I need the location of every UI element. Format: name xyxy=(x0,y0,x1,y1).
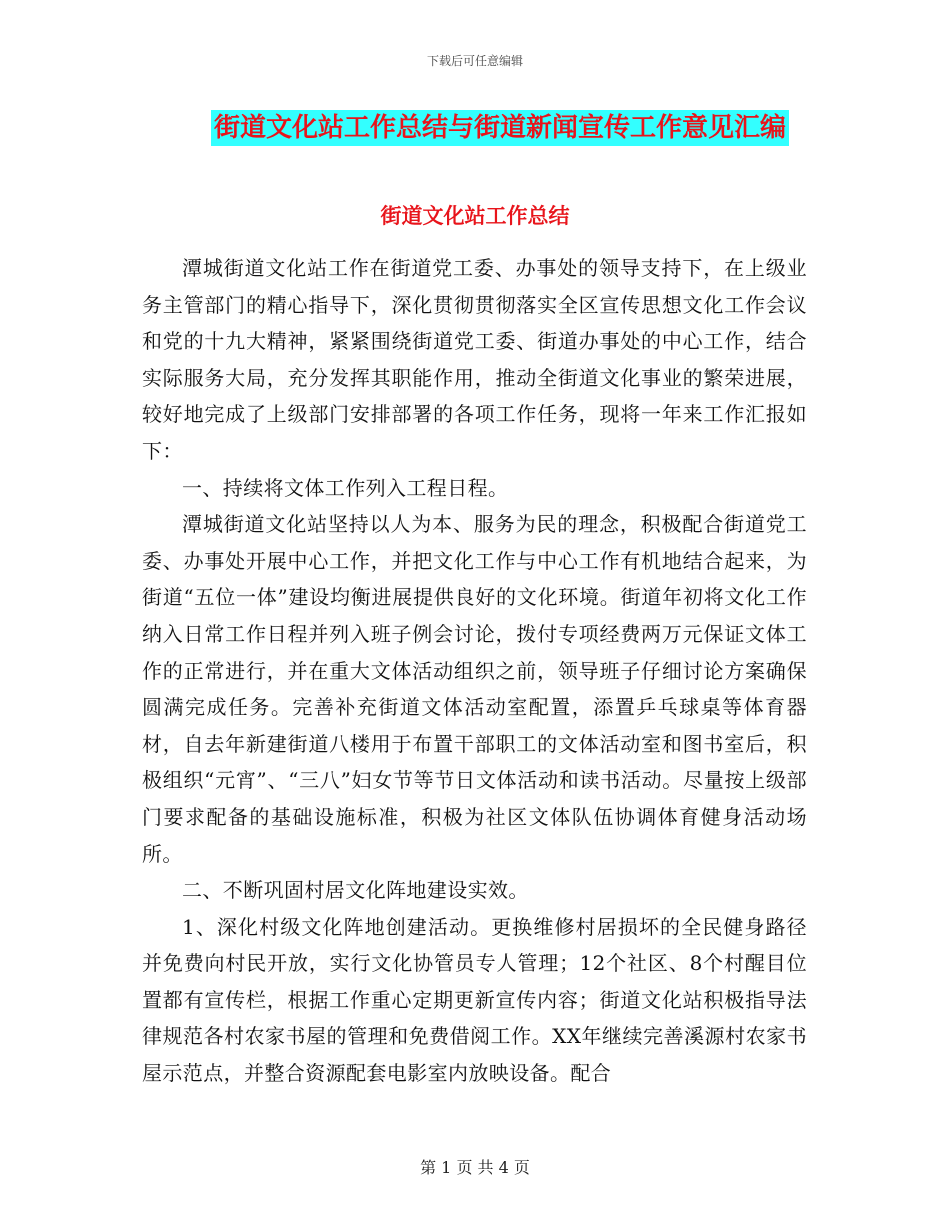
heading-two: 二、不断巩固村居文化阵地建设实效。 xyxy=(182,878,529,903)
document-title: 街道文化站工作总结与街道新闻宣传工作意见汇编 xyxy=(211,110,789,146)
document-title-container xyxy=(0,110,950,146)
header-note: 下载后可任意编辑 xyxy=(426,54,523,68)
section-title: 街道文化站工作总结 xyxy=(380,204,570,228)
heading-one: 一、持续将文体工作列入工程日程。 xyxy=(182,475,509,500)
paragraph-section-two-item-one: 1、深化村级文化阵地创建活动。更换维修村居损坏的全民健身路径并免费向村民开放，实行文化协管员专人管理；12个社区、8个村醒目位置都有宣传栏，根据工作重心定期更新宣传内容；街道文化站积极指导法律规范各村农家书屋的管理和免费借阅工作。XX年继续完善溪源村农家书屋示范点，并整合资源配套电影室内放映设备。配合 xyxy=(142,914,807,1086)
body-text xyxy=(142,250,807,1092)
paragraph-intro: 潭城街道文化站工作在街道党工委、办事处的领导支持下，在上级业务主管部门的精心指导下，深化贯彻贯彻落实全区宣传思想文化工作会议和党的十九大精神，紧紧围绕街道党工委、街道办事处的中心工作，结合实际服务大局，充分发挥其职能作用，推动全街道文化事业的繁荣进展，较好地完成了上级部门安排部署的各项工作任务，现将一年来工作汇报如下： xyxy=(142,256,807,463)
page-footer: 第 1 页 共 4 页 xyxy=(420,1158,530,1177)
paragraph-section-one: 潭城街道文化站坚持以人为本、服务为民的理念，积极配合街道党工委、办事处开展中心工作，并把文化工作与中心工作有机地结合起来，为街道“五位一体”建设均衡进展提供良好的文化环境。街道年初将文化工作纳入日常工作日程并列入班子例会讨论，拨付专项经费两万元保证文体工作的正常进行，并在重大文体活动组织之前，领导班子仔细讨论方案确保圆满完成任务。完善补充街道文体活动室配置，添置乒乓球桌等体育器材，自去年新建街道八楼用于布置干部职工的文体活动室和图书室后，积极组织“元宵”、“三八”妇女节等节日文体活动和读书活动。尽量按上级部门要求配备的基础设施标准，积极为社区文体队伍协调体育健身活动场所。 xyxy=(142,512,807,866)
